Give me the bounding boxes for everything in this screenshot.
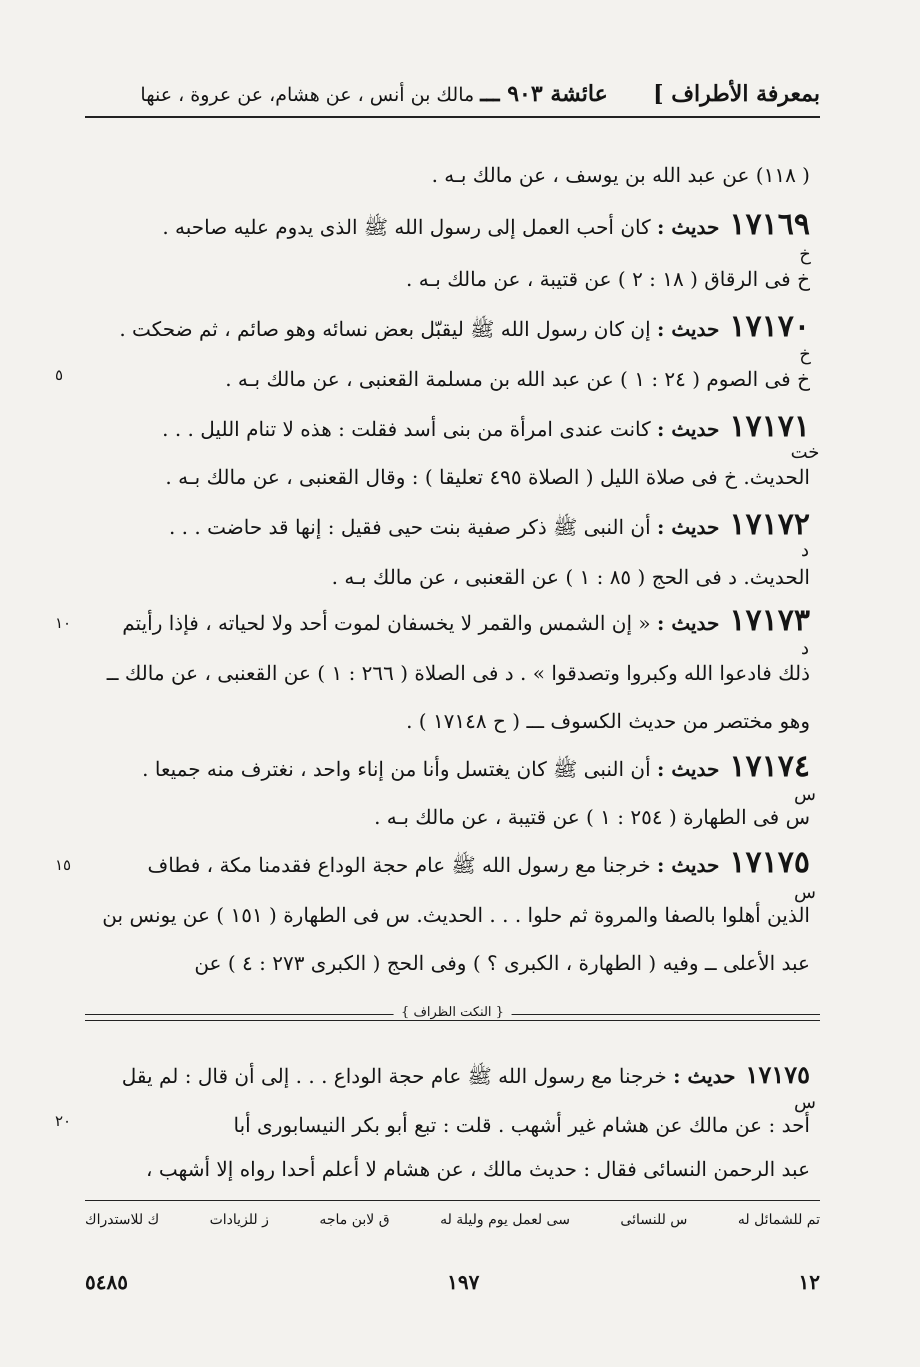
- hadith-number: ١٧١٧٠: [729, 310, 810, 344]
- text-line: الحديث. د فى الحج ( ٨٥ : ١ ) عن القعنبى ، عن مالك بـه .: [331, 565, 810, 589]
- volume-number: ١٢: [798, 1270, 820, 1294]
- note-keyword: حديث :: [673, 1064, 736, 1088]
- note-17175: ١٧١٧٥حديث : خرجنا مع رسول الله ﷺ عام حجة الوداع . . . إلى أن قال : لم يقل: [121, 1060, 810, 1089]
- text-line: الذين أهلوا بالصفا والمروة ثم حلوا . . . الحديث. س فى الطهارة ( ١٥١ ) عن يونس بن: [102, 903, 810, 927]
- footnote-rule: [85, 1200, 820, 1201]
- text-line: خ فى الصوم ( ٢٤ : ١ ) عن عبد الله بن مسلمة القعنبى ، عن مالك بـه .: [225, 367, 810, 391]
- hadith-keyword: حديث :: [657, 515, 720, 539]
- hadith-keyword: حديث :: [657, 317, 720, 341]
- hadith-17173: ١٧١٧٣حديث : « إن الشمس والقمر لا يخسفان لموت أحد ولا لحياته ، فإذا رأيتم: [122, 604, 810, 638]
- hadith-number: ١٧١٧٣: [729, 604, 810, 638]
- legend-item: ز للزيادات: [209, 1212, 269, 1228]
- header-section: [140, 81, 607, 107]
- siglum: س: [794, 882, 816, 903]
- header-rule: [85, 116, 820, 118]
- text-line: ( ١١٨) عن عبد الله بن يوسف ، عن مالك بـه .: [431, 163, 810, 187]
- text-line: عبد الأعلى ــ وفيه ( الطهارة ، الكبرى ؟ ) وفى الحج ( الكبرى ٢٧٣ : ٤ ) عن: [194, 951, 810, 975]
- hadith-number: ١٧١٧٢: [729, 508, 810, 542]
- text-line: س فى الطهارة ( ٢٥٤ : ١ ) عن قتيبة ، عن مالك بـه .: [374, 805, 810, 829]
- hadith-17169: ١٧١٦٩حديث : كان أحب العمل إلى رسول الله ﷺ الذى يدوم عليه صاحبه .: [162, 208, 810, 242]
- header-section-number: عائشة ٩٠٣ ـــ: [480, 81, 608, 107]
- header-book-title: بمعرفة الأطراف ]: [653, 81, 820, 107]
- line-counter: ٥: [55, 366, 64, 384]
- separator-label: { النكت الظراف }: [393, 1005, 512, 1020]
- legend-item: ق لابن ماجه: [319, 1212, 390, 1228]
- hadith-keyword: حديث :: [657, 853, 720, 877]
- line-counter: ١٥: [55, 856, 72, 874]
- line-counter: ١٠: [55, 614, 72, 632]
- siglum: خ: [799, 344, 811, 365]
- running-header: [85, 74, 820, 114]
- hadith-keyword: حديث :: [657, 417, 720, 441]
- note-line: عبد الرحمن النسائى فقال : حديث مالك ، عن هشام لا أعلم أحدا رواه إلا أشهب ،: [146, 1157, 810, 1181]
- text-line: خ فى الرقاق ( ١٨ : ٢ ) عن قتيبة ، عن مالك بـه .: [405, 267, 810, 291]
- note-number: ١٧١٧٥: [745, 1060, 810, 1089]
- hadith-17175: ١٧١٧٥حديث : خرجنا مع رسول الله ﷺ عام حجة الوداع فقدمنا مكة ، فطاف: [147, 846, 810, 880]
- sigla-legend: [85, 1212, 820, 1228]
- legend-item: تم للشمائل له: [737, 1212, 820, 1228]
- hadith-number: ١٧١٧١: [729, 410, 810, 444]
- page-footer: [85, 1270, 820, 1294]
- hadith-17170: ١٧١٧٠حديث : إن كان رسول الله ﷺ ليقبّل بعض نسائه وهو صائم ، ثم ضحكت .: [119, 310, 810, 344]
- page-number: ١٩٧: [447, 1270, 480, 1294]
- hadith-number: ١٧١٦٩: [729, 208, 810, 242]
- siglum: س: [794, 1092, 816, 1113]
- siglum: خ: [799, 244, 811, 265]
- legend-item: سى لعمل يوم وليلة له: [440, 1212, 570, 1228]
- hadith-keyword: حديث :: [657, 611, 720, 635]
- line-counter: ٢٠: [55, 1112, 72, 1130]
- hadith-17174: ١٧١٧٤حديث : أن النبى ﷺ كان يغتسل وأنا من إناء واحد ، نغترف منه جميعا .: [142, 750, 810, 784]
- note-line: أحد : عن مالك عن هشام غير أشهب . قلت : تبع أبو بكر النيسابورى أبا: [233, 1113, 810, 1137]
- notes-separator: [85, 1005, 820, 1028]
- siglum: د: [800, 638, 809, 659]
- header-chain: مالك بن أنس ، عن هشام، عن عروة ، عنها: [140, 84, 481, 106]
- sequence-number: ٥٤٨٥: [85, 1270, 128, 1294]
- text-line: الحديث. خ فى صلاة الليل ( الصلاة ٤٩٥ تعليقا ) : وقال القعنبى ، عن مالك بـه .: [165, 465, 810, 489]
- hadith-keyword: حديث :: [657, 215, 720, 239]
- siglum: خت: [790, 442, 820, 463]
- hadith-keyword: حديث :: [657, 757, 720, 781]
- hadith-number: ١٧١٧٤: [729, 750, 810, 784]
- separator-rule: [85, 1020, 820, 1021]
- legend-item: ك للاستدراك: [85, 1212, 160, 1228]
- text-line: ذلك فادعوا الله وكبروا وتصدقوا » . د فى الصلاة ( ٢٦٦ : ١ ) عن القعنبى ، عن مالك ــ: [106, 661, 810, 685]
- legend-item: س للنسائى: [620, 1212, 688, 1228]
- siglum: د: [800, 540, 809, 561]
- hadith-17172: ١٧١٧٢حديث : أن النبى ﷺ ذكر صفية بنت حيى فقيل : إنها قد حاضت . . .: [168, 508, 810, 542]
- hadith-number: ١٧١٧٥: [729, 846, 810, 880]
- text-line: وهو مختصر من حديث الكسوف ـــ ( ح ١٧١٤٨ ) .: [406, 709, 810, 733]
- siglum: س: [794, 784, 816, 805]
- hadith-17171: ١٧١٧١حديث : كانت عندى امرأة من بنى أسد فقلت : هذه لا تنام الليل . . .: [162, 410, 810, 444]
